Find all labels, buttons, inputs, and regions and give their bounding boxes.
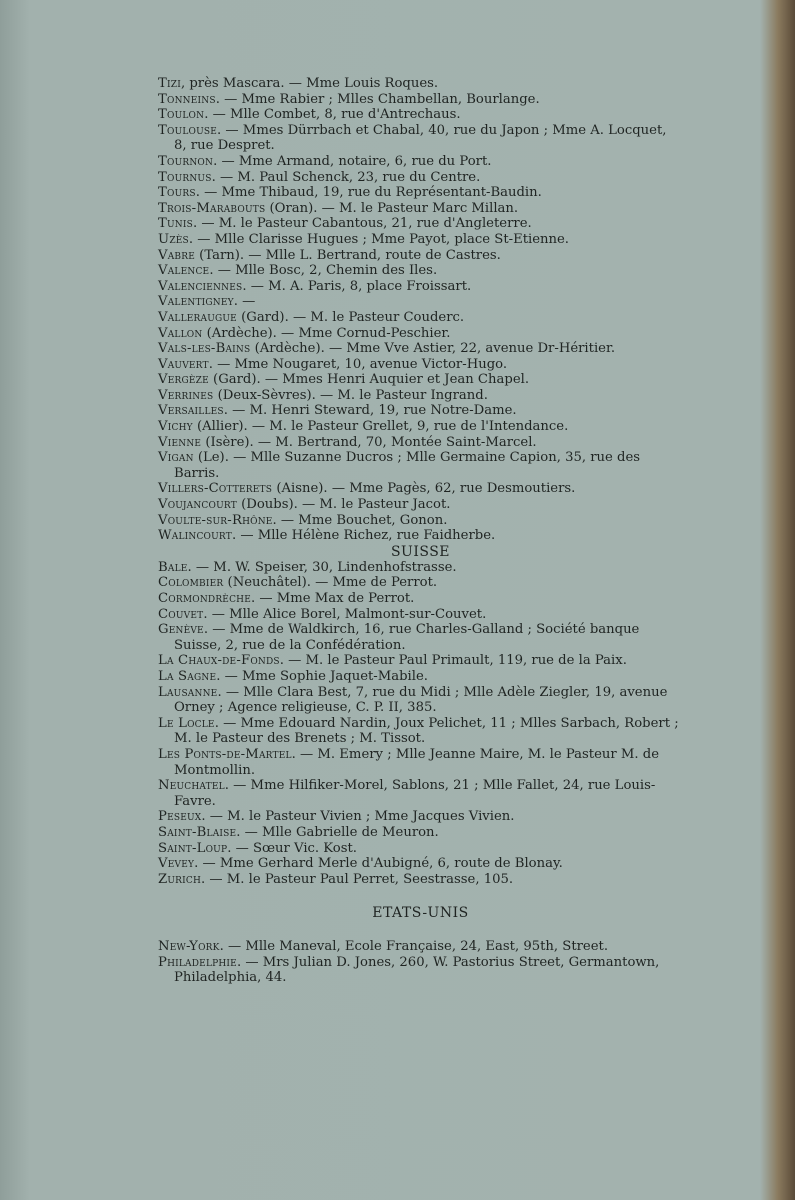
entry-details: . — M. le Pasteur Paul Perret, Seestrasse, 105.: [201, 871, 514, 887]
entry-details: (Le). — Mlle Suzanne Ducros ; Mlle Germaine Capion, 35, rue des Barris.: [174, 450, 641, 481]
place-name: New-York: [158, 939, 220, 955]
place-name: Tours: [158, 185, 196, 201]
directory-entry: [158, 263, 683, 279]
place-name: Cormondrèche: [158, 591, 251, 606]
entry-details: (Gard). — M. le Pasteur Couderc.: [236, 309, 465, 325]
directory-entry: [158, 591, 683, 607]
entry-details: . — Mmes Dürrbach et Chabal, 40, rue du Japon ; Mme A. Locquet, 8, rue Despret.: [174, 122, 667, 154]
directory-entry: [158, 76, 683, 92]
entry-details: . —: [233, 294, 256, 310]
place-name: La Chaux-de-Fonds: [158, 653, 280, 669]
entry-details: (Aisne). — Mme Pagès, 62, rue Desmoutiers.: [272, 481, 576, 497]
place-name: Tunis: [158, 216, 193, 232]
place-name: Valence: [158, 263, 210, 279]
entry-details: . — Mme Rabier ; Mlles Chambellan, Bourlange.: [215, 91, 540, 107]
directory-entry: [158, 481, 683, 497]
place-name: Lausanne: [158, 684, 218, 700]
directory-entry: [158, 653, 683, 669]
directory-entry: [158, 279, 683, 295]
entry-details: . — Mme Bouchet, Gonon.: [272, 512, 448, 528]
section-title: ETATS-UNIS: [372, 905, 469, 922]
entry-details: . — Mlle Gabrielle de Meuron.: [236, 824, 439, 840]
directory-entry: [158, 778, 683, 809]
entry-details: (Ardèche). — Mme Cornud-Peschier.: [202, 325, 451, 341]
directory-entry: [158, 809, 683, 825]
directory-entry: [158, 716, 683, 747]
place-name: Colombier: [158, 575, 224, 591]
directory-entry: [158, 560, 683, 576]
place-name: Valenciennes: [158, 278, 243, 294]
directory-entry: [158, 419, 683, 435]
entry-details: (Oran). — M. le Pasteur Marc Millan.: [265, 200, 519, 216]
entry-details: (Deux-Sèvres). — M. le Pasteur Ingrand.: [213, 387, 488, 403]
place-name: Vabre: [158, 247, 195, 263]
entry-details: . — Mlle Clara Best, 7, rue du Midi ; Mlle Adèle Ziegler, 19, avenue Orney ; Agence religieuse, C. P. II, 385.: [174, 684, 668, 716]
directory-entry: [158, 326, 683, 342]
directory-content: [158, 76, 683, 986]
directory-entry: [158, 248, 683, 264]
entry-details: . — M. Paul Schenck, 23, rue du Centre.: [211, 169, 481, 185]
place-name: Bale: [158, 559, 188, 575]
directory-entry: [158, 201, 683, 217]
directory-entry: [158, 357, 683, 373]
directory-entry: [158, 685, 683, 716]
directory-entry: [158, 575, 683, 591]
place-name: Uzès: [158, 231, 189, 247]
place-name: Valleraugue: [158, 309, 237, 325]
entry-details: . — Mme Edouard Nardin, Joux Pelichet, 11 ; Mlles Sarbach, Robert ; M. le Pasteur des Brenets ; M. Tissot.: [174, 715, 679, 747]
place-name: Peseux: [158, 809, 202, 825]
entry-details: . — M. le Pasteur Paul Primault, 119, rue de la Paix.: [279, 653, 627, 669]
entry-details: . — Mme Sophie Jaquet-Mabile.: [216, 668, 428, 684]
directory-entry: [158, 497, 683, 513]
entry-details: , près Mascara. — Mme Louis Roques.: [180, 76, 439, 91]
entry-details: . — Mme Nougaret, 10, avenue Victor-Hugo.: [208, 356, 508, 372]
place-name: Toulouse: [158, 122, 218, 138]
entry-details: . — M. W. Speiser, 30, Lindenhofstrasse.: [187, 559, 457, 575]
directory-entry: [158, 154, 683, 170]
place-name: Trois-Marabouts: [158, 200, 266, 216]
entry-details: . — Mme Max de Perrot.: [250, 591, 415, 606]
entry-details: (Neuchâtel). — Mme de Perrot.: [223, 575, 438, 591]
entry-details: . — Mlle Alice Borel, Malmont-sur-Couvet.: [203, 606, 487, 622]
place-name: Tournon: [158, 153, 214, 169]
entry-details: . — Sœur Vic. Kost.: [227, 840, 358, 856]
directory-entry: [158, 341, 683, 357]
entry-details: . — Mme Gerhard Merle d'Aubigné, 6, route de Blonay.: [194, 856, 563, 872]
directory-entry: [158, 841, 683, 857]
directory-entry: [158, 310, 683, 326]
place-name: Villers-Cotterets: [158, 481, 273, 497]
place-name: Tonneins: [158, 91, 216, 107]
directory-entry: [158, 747, 683, 778]
place-name: Vallon: [158, 325, 203, 341]
directory-entry: [158, 388, 683, 404]
place-name: Les Ponts-de-Martel: [158, 746, 292, 762]
directory-entry: [158, 825, 683, 841]
entry-details: . — M. le Pasteur Cabantous, 21, rue d'Angleterre.: [192, 216, 532, 232]
place-name: Vienne: [158, 434, 202, 450]
place-name: Voujancourt: [158, 497, 237, 513]
place-name: Tizi: [158, 76, 181, 91]
directory-entry: [158, 435, 683, 451]
directory-entry: [158, 607, 683, 623]
place-name: Toulon: [158, 107, 205, 123]
entry-details: . — Mme Armand, notaire, 6, rue du Port.: [213, 153, 492, 169]
directory-entry: [158, 123, 683, 154]
place-name: Le Locle: [158, 715, 215, 731]
entry-details: . — Mlle Clarisse Hugues ; Mme Payot, place St-Etienne.: [188, 231, 569, 247]
place-name: Philadelphie: [158, 954, 237, 970]
directory-entry: [158, 170, 683, 186]
place-name: Vigan: [158, 450, 194, 466]
place-name: Tournus: [158, 169, 212, 185]
entry-details: . — Mlle Maneval, Ecole Française, 24, East, 95th, Street.: [219, 939, 609, 955]
directory-entry: [158, 669, 683, 685]
directory-entry: [158, 872, 683, 888]
directory-entry: [158, 513, 683, 529]
directory-entry: [158, 403, 683, 419]
entry-details: . — M. Henri Steward, 19, rue Notre-Dame.: [223, 403, 517, 419]
entry-details: . — Mlle Hélène Richez, rue Faidherbe.: [231, 528, 496, 544]
entry-details: (Ardèche). — Mme Vve Astier, 22, avenue Dr-Héritier.: [250, 341, 616, 357]
section-title: SUISSE: [390, 543, 451, 560]
entry-details: . — Mlle Bosc, 2, Chemin des Iles.: [209, 263, 438, 279]
place-name: Vauvert: [158, 356, 209, 372]
directory-entry: [158, 294, 683, 310]
entry-details: . — M. Emery ; Mlle Jeanne Maire, M. le Pasteur M. de Montmollin.: [174, 746, 660, 778]
directory-entry: [158, 216, 683, 232]
directory-entry: [158, 450, 683, 481]
directory-entry: [158, 232, 683, 248]
place-name: Verrines: [158, 387, 214, 403]
entry-details: . — Mme de Waldkirch, 16, rue Charles-Galland ; Société banque Suisse, 2, rue de la Confédération.: [174, 622, 640, 653]
entry-details: . — Mrs Julian D. Jones, 260, W. Pastorius Street, Germantown, Philadelphia, 44.: [174, 954, 660, 986]
directory-entry: [158, 622, 683, 653]
place-name: Neuchatel: [158, 778, 225, 794]
entry-details: (Gard). — Mmes Henri Auquier et Jean Chapel.: [208, 372, 530, 388]
place-name: Vichy: [158, 419, 193, 435]
directory-entry: [158, 939, 683, 955]
entry-details: . — Mlle Combet, 8, rue d'Antrechaus.: [204, 107, 461, 123]
directory-entry: [158, 528, 683, 544]
directory-entry: [158, 107, 683, 123]
place-name: La Sagne: [158, 668, 217, 684]
entry-details: (Allier). — M. le Pasteur Grellet, 9, rue de l'Intendance.: [192, 419, 569, 435]
entry-details: . — Mme Hilfiker-Morel, Sablons, 21 ; Mlle Fallet, 24, rue Louis-Favre.: [174, 778, 656, 809]
directory-entry: [158, 856, 683, 872]
entry-details: . — M. le Pasteur Vivien ; Mme Jacques Vivien.: [201, 809, 515, 825]
place-name: Zurich: [158, 871, 202, 887]
place-name: Saint-Loup: [158, 840, 228, 856]
place-name: Walincourt: [158, 528, 232, 544]
place-name: Valentigney: [158, 294, 234, 310]
directory-entry: [158, 92, 683, 108]
place-name: Voulte-sur-Rhône: [158, 512, 273, 528]
directory-entry: [158, 185, 683, 201]
entry-details: (Isère). — M. Bertrand, 70, Montée Saint-Marcel.: [201, 434, 537, 450]
place-name: Saint-Blaise: [158, 824, 237, 840]
entry-details: . — Mme Thibaud, 19, rue du Représentant-Baudin.: [195, 185, 542, 201]
entry-details: (Tarn). — Mlle L. Bertrand, route de Castres.: [194, 247, 501, 263]
place-name: Couvet: [158, 606, 204, 622]
entry-details: . — M. A. Paris, 8, place Froissart.: [242, 278, 472, 294]
place-name: Vergèze: [158, 372, 209, 388]
place-name: Vevey: [158, 856, 195, 872]
directory-entry: [158, 955, 683, 986]
directory-entry: [158, 372, 683, 388]
entry-details: (Doubs). — M. le Pasteur Jacot.: [236, 497, 451, 513]
place-name: Genève: [158, 622, 204, 638]
place-name: Versailles: [158, 403, 224, 419]
place-name: Vals-les-Bains: [158, 341, 251, 357]
